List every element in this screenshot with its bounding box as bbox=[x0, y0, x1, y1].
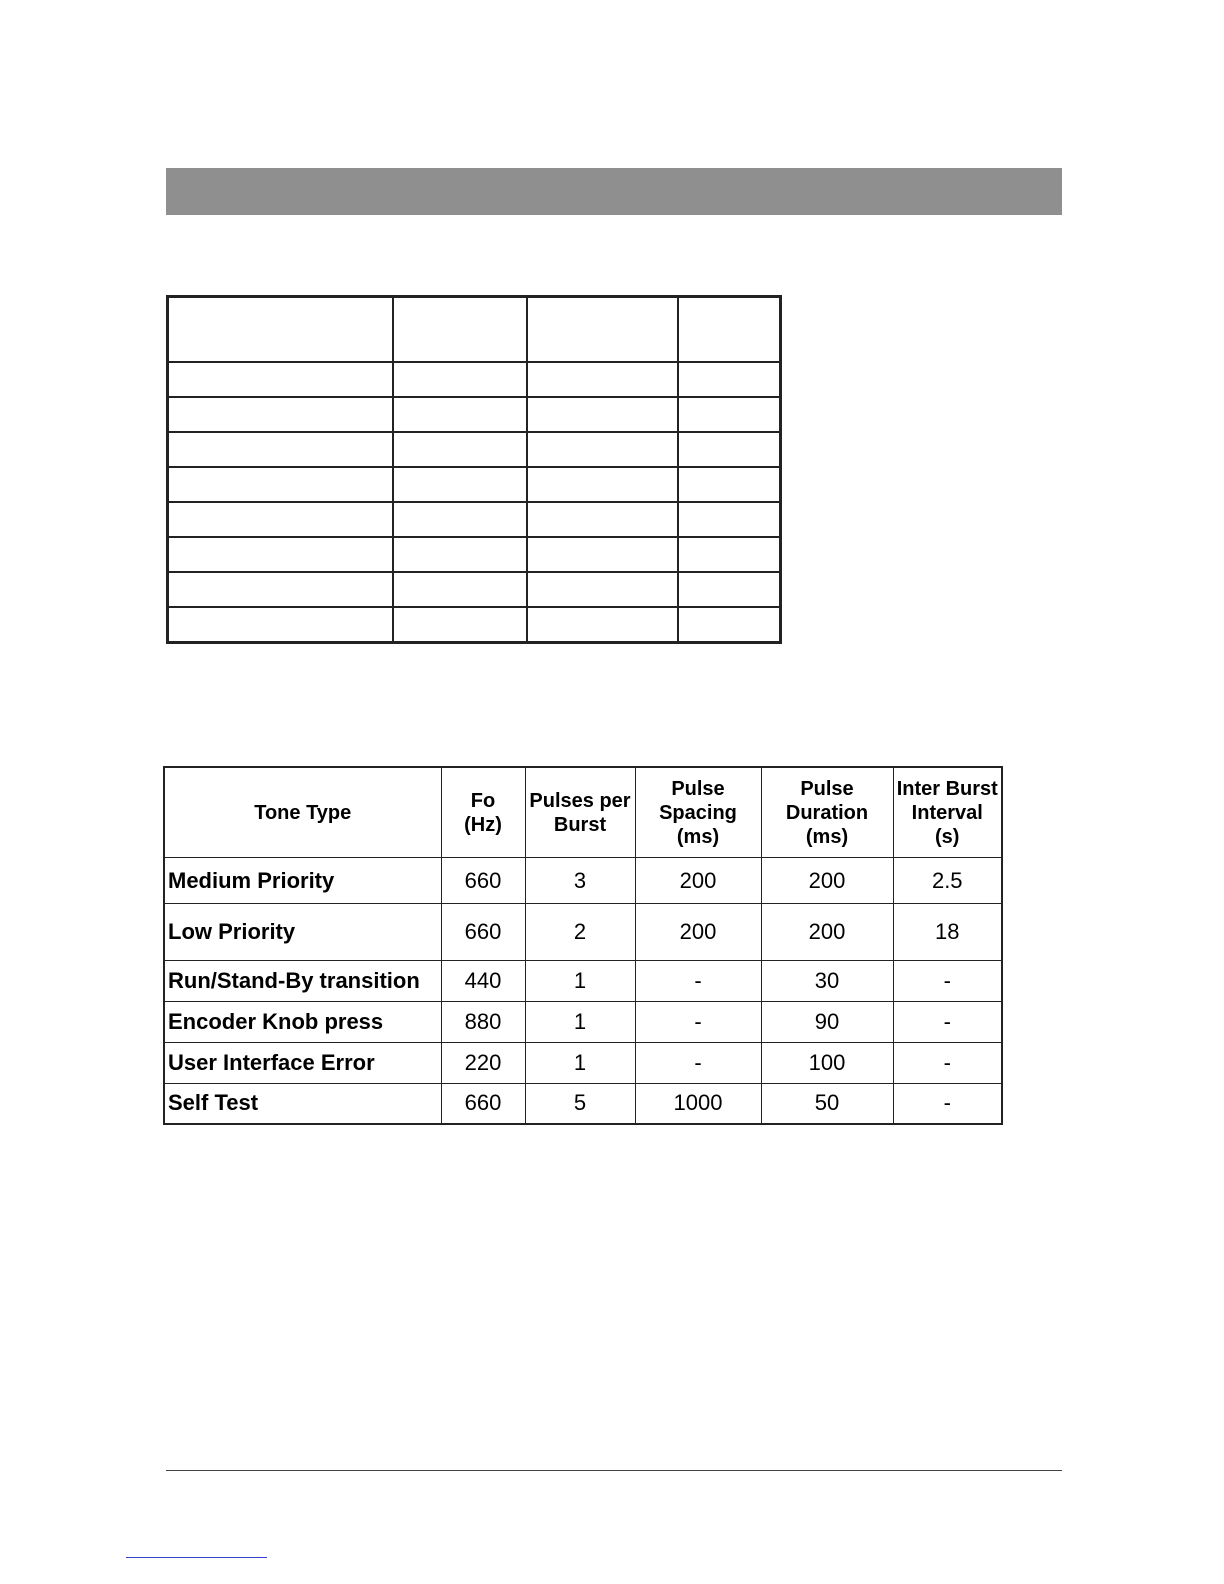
table-cell: - bbox=[635, 1043, 761, 1084]
table-row bbox=[164, 904, 1002, 961]
tone-type-cell: Run/Stand-By transition bbox=[164, 961, 441, 1002]
table-cell: 200 bbox=[761, 858, 893, 904]
table-row bbox=[164, 1002, 1002, 1043]
table-cell: 660 bbox=[441, 858, 525, 904]
table-cell: 2.5 bbox=[893, 858, 1002, 904]
table-row bbox=[168, 572, 781, 607]
table-cell: 5 bbox=[525, 1084, 635, 1124]
table-cell: 440 bbox=[441, 961, 525, 1002]
footer-divider bbox=[166, 1470, 1062, 1471]
table-row bbox=[168, 537, 781, 572]
section-header-band bbox=[166, 168, 1062, 215]
table-cell: 2 bbox=[525, 904, 635, 961]
table-row bbox=[164, 1084, 1002, 1124]
tone-type-cell: Self Test bbox=[164, 1084, 441, 1124]
table-cell: - bbox=[893, 961, 1002, 1002]
table-cell: 18 bbox=[893, 904, 1002, 961]
table-cell: 90 bbox=[761, 1002, 893, 1043]
table-row bbox=[168, 502, 781, 537]
table-cell: 880 bbox=[441, 1002, 525, 1043]
header-inter-burst-interval: Inter Burst Interval (s) bbox=[893, 767, 1002, 858]
empty-table bbox=[166, 295, 782, 644]
tone-type-cell: Low Priority bbox=[164, 904, 441, 961]
table-cell: 30 bbox=[761, 961, 893, 1002]
table-row bbox=[168, 432, 781, 467]
tone-table-header bbox=[164, 767, 1002, 858]
table-cell: 1 bbox=[525, 961, 635, 1002]
table-row bbox=[168, 362, 781, 397]
table-cell: 200 bbox=[761, 904, 893, 961]
table-cell: 660 bbox=[441, 904, 525, 961]
table-cell: 1 bbox=[525, 1002, 635, 1043]
tone-type-cell: Encoder Knob press bbox=[164, 1002, 441, 1043]
tone-type-cell: User Interface Error bbox=[164, 1043, 441, 1084]
header-pulse-spacing: Pulse Spacing (ms) bbox=[635, 767, 761, 858]
tone-table bbox=[163, 766, 1003, 1125]
table-cell: 660 bbox=[441, 1084, 525, 1124]
table-row bbox=[164, 858, 1002, 904]
header-fo: Fo (Hz) bbox=[441, 767, 525, 858]
table-row bbox=[164, 1043, 1002, 1084]
header-pulse-duration: Pulse Duration (ms) bbox=[761, 767, 893, 858]
table-cell: 3 bbox=[525, 858, 635, 904]
table-cell: 200 bbox=[635, 858, 761, 904]
table-cell: - bbox=[893, 1043, 1002, 1084]
table-row bbox=[168, 397, 781, 432]
table-row bbox=[168, 467, 781, 502]
header-pulses-per-burst: Pulses per Burst bbox=[525, 767, 635, 858]
footnote-rule bbox=[126, 1557, 267, 1558]
table-cell: 50 bbox=[761, 1084, 893, 1124]
table-cell: 200 bbox=[635, 904, 761, 961]
table-cell: 220 bbox=[441, 1043, 525, 1084]
table-row bbox=[164, 961, 1002, 1002]
tone-type-cell: Medium Priority bbox=[164, 858, 441, 904]
table-header-row bbox=[168, 297, 781, 363]
header-tone-type: Tone Type bbox=[164, 767, 441, 858]
table-cell: - bbox=[635, 1002, 761, 1043]
table-cell: 1000 bbox=[635, 1084, 761, 1124]
table-cell: 1 bbox=[525, 1043, 635, 1084]
table-cell: - bbox=[893, 1002, 1002, 1043]
table-cell: - bbox=[893, 1084, 1002, 1124]
table-row bbox=[168, 607, 781, 643]
table-cell: 100 bbox=[761, 1043, 893, 1084]
table-cell: - bbox=[635, 961, 761, 1002]
